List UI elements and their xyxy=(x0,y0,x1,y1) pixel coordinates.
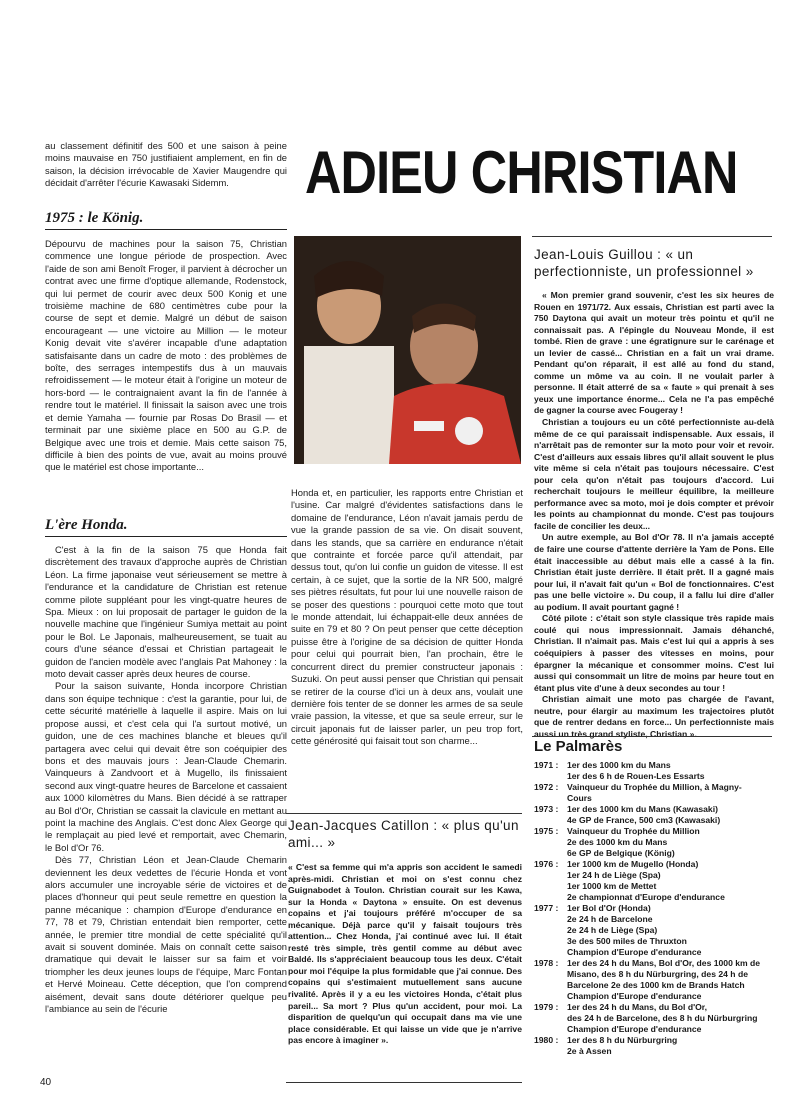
page-title: ADIEU CHRISTIAN xyxy=(305,140,738,206)
section-honda-text xyxy=(45,544,287,1015)
palmares-heading: Le Palmarès xyxy=(534,738,623,755)
divider xyxy=(286,813,522,814)
photo-christian-leon xyxy=(294,236,521,464)
divider xyxy=(532,736,772,737)
palmares-entry: 4e GP de France, 500 cm3 (Kawasaki) xyxy=(567,815,721,825)
honda-paragraph: Dès 77, Christian Léon et Jean-Claude Chemarin deviennent les deux vedettes de l'écurie Honda et vont alors accumuler une incroyable série de victoires et de places d'honneur qui peut seule remettre en question la panne mécanique : champion d'Europe d'endurance en 77, 78 et 79, Christian entendait bien remporter, cette année, le premier titre mondial de cette spécialité qu'il avait si souvent dominée. Mais on connaît cette saison dramatique qui devait le laisser sur sa faim et voir triompher les deux jeunes loups de l'équipe, Marc Fontan et Hervé Moineau. Cette déception, que l'on comprend aisément, devait sans doute détériorer quelque peu l'ambiance au sein de l'écurie xyxy=(45,854,287,1015)
divider xyxy=(532,236,772,237)
palmares-entry: Vainqueur du Trophée du Million xyxy=(567,826,700,836)
palmares-row xyxy=(534,859,779,903)
palmares-entry: 1er des 1000 km du Mans xyxy=(567,760,671,770)
photo-illustration xyxy=(294,236,521,464)
palmares-entry: Misano, des 8 h du Nürburgring, des 24 h de xyxy=(567,969,748,979)
palmares-entry: 3e des 500 miles de Thruxton xyxy=(567,936,687,946)
section-honda xyxy=(45,517,287,537)
palmares-year: 1979 : xyxy=(534,1002,559,1012)
guillou-text xyxy=(534,290,774,740)
honda-paragraph: Pour la saison suivante, Honda incorpore Christian dans son équipe technique : c'est la garantie, pour lui, de cette sécurité matérielle à laquelle il aspire. Mais on lui propose aussi, et c'est cela qui l'a surtout motivé, un guidon, une de ces machines blanche et bleues qu'il partagera avec celui qui devait être son coéquipier des bons et des mauvais jours : Jean-Claude Chemarin. Vainqueurs à Zandvoort et à Mugello, ils finissaient second aux vingt-quatre heures de Barcelone et cassaient aux 1000 kilomètres du Mans. Bien décidé à se rattraper au Bol d'Or, Christian se cassait la clavicule en mettant au point la machine des Anglais. C'est donc Alex George qui le remplaçait au pied levé et remportait, avec Chemarin, le Bol d'Or 76. xyxy=(45,680,287,853)
palmares-entry: 2e 24 h de Barcelone xyxy=(567,914,653,924)
section-heading-1975: 1975 : le König. xyxy=(45,210,287,230)
middle-column-text: Honda et, en particulier, les rapports entre Christian et l'usine. Car malgré d'évidentes satisfactions dans le domaine de l'endurance, Léon n'avait jamais perdu de vue la grande passion de sa vie. On disait souvent, dans les stands, que sa carrière en endurance n'était que contrainte et forcée parce qu'il attendait, par dessus tout, qu'on lui confie un guidon de vitesse. Il est certain, à ce sujet, que la sortie de la NR 500, malgré ses piètres résultats, fut pour lui une nouvelle raison de se poser des questions : pourquoi cette moto que tout le monde attendait, lui échappait-elle deux années de suite en 79 et 80 ? On peut penser que cette déception puisse être à l'origine de sa décision de quitter Honda pour celui qui pourrait bien, l'an prochain, être le concurrent direct du premier constructeur japonais : Suzuki. On peut aussi penser que Christian qui pensait se retirer de la course d'ici un à deux ans, voulait une dernière fois tenter de se donner les armes de sa seule vraie passion, la vitesse, et que sa seule erreur, sur le circuit japonais fut de laisser parler, un peu trop fort, cette générosité qui faisait tout son charme... xyxy=(291,487,523,747)
palmares-year: 1971 : xyxy=(534,760,559,770)
palmares-entry: Champion d'Europe d'endurance xyxy=(567,991,702,1001)
palmares-entry: 1er des 24 h du Mans, du Bol d'Or, xyxy=(567,1002,708,1012)
palmares-entry: Champion d'Europe d'endurance xyxy=(567,1024,702,1034)
guillou-heading: Jean-Louis Guillou : « un perfectionniste, un professionnel » xyxy=(534,247,754,279)
palmares-entry: 2e des 1000 km du Mans xyxy=(567,837,668,847)
palmares-year: 1975 : xyxy=(534,826,559,836)
palmares-row xyxy=(534,903,779,958)
palmares-year: 1972 : xyxy=(534,782,559,792)
guillou-paragraph: Christian aimait une moto pas chargée de l'avant, neutre, pour élargir au maximum les trajectoires plutôt que de rentrer dedans en force... Un perfectionniste mais aussi un très grand styliste, Christian ». xyxy=(534,694,774,739)
palmares-entry: 1er des 1000 km du Mans (Kawasaki) xyxy=(567,804,718,814)
palmares-year: 1973 : xyxy=(534,804,559,814)
palmares-year: 1977 : xyxy=(534,903,559,913)
section-1975-text: Dépourvu de machines pour la saison 75, Christian commence une longue période de prospection. Avec l'aide de son ami Benoît Froger, il parvient à décrocher un contrat avec une firme d'optique allemande, Rodenstock, qui lui permet de courir avec deux 500 Konig et une troisième machine de 680 centimètres cube pour la course de sept et demie. Malgré un début de saison encourageant — une victoire au Million — le moteur Konig devait vite s'avérer incapable d'une adaptation satisfaisante dans un cadre de moto : des problèmes de boîte, des serrages intempestifs dus à un mauvais refroidissement — le moteur était à l'origine un moteur de hors-bord — le contraignaient avant la fin de l'année à rendre tout le matériel. Il finissait la saison avec une trois et demie Yamaha — fournie par Rosas Do Brasil — et terminait par une sixième place en 500 au G.P. de Belgique avec une trois et demie. Mais cette saison 75, difficile à bien des points de vue, avait au moins prouvé que le matériel est chose importante... xyxy=(45,238,287,473)
palmares-row xyxy=(534,760,779,782)
section-heading-honda: L'ère Honda. xyxy=(45,517,287,537)
palmares-entry: 2e championnat d'Europe d'endurance xyxy=(567,892,725,902)
catillon-text: « C'est sa femme qui m'a appris son accident le samedi après-midi. Christian et moi on s'est connu chez Guignabodet à Toulon. Christian courait sur les Kawa, sur la Honda « Daytona » ensuite. On est devenus copains et j'ai toujours préféré m'occuper de sa mécanique. Déjà parce qu'il y faisait toujours très attention... Chez Honda, j'ai continué avec lui. Il était resté très simple, très gentil comme au début avec Baldé. Ils s'appréciaient beaucoup tous les deux. C'était pour moi l'équipe la plus formidable que j'ai connue. Des copains qui s'estimaient mutuellement sans aucune rivalité. Après il y a eu les victoires Honda, c'était plus pareil... Sa mort ? Plus qu'un accident, pour moi. La disparition de quelqu'un qui occupait dans ma vie une place considérable. Et qui laisse un vide que je n'arrive pas encore à imaginer ». xyxy=(288,862,522,1046)
palmares-entry: 1er Bol d'Or (Honda) xyxy=(567,903,651,913)
palmares-row xyxy=(534,804,779,826)
palmares-entry: 1er des 8 h du Nürburgring xyxy=(567,1035,678,1045)
palmares-entry: 1er des 24 h du Mans, Bol d'Or, des 1000 km de xyxy=(567,958,761,968)
palmares-entry: Cours xyxy=(567,793,592,803)
guillou-paragraph: Christian a toujours eu un côté perfectionniste au-delà même de ce qui paraissait indispensable. Aux essais, il n'arrêtait pas de remonter sur la moto pour voir et revoir. C'est d'ailleurs aux essais libres qu'il allait souvent le plus vite même si cela n'était pas toujours nécessaire. C'est pour cela qu'on n'était pas toujours d'accord. Lui recherchait toujours le meilleur équilibre, la meilleure performance avec sa moto, moi je dois compter et prévoir les points au championnat du monde. C'est pas toujours facile de concilier les deux... xyxy=(534,417,774,531)
guillou-paragraph: Un autre exemple, au Bol d'Or 78. Il n'a jamais accepté de faire une course d'attente derrière la Yam de Pons. Elle était inaccessible au début mais elle a cassé à la fin. Christian était juste derrière. Il était prêt. Il a gagné mais pour lui, il n'avait fait qu'un « Bol de fonctionnaires. C'est pas une belle victoire ». Du coup, il a fallu lui dire d'aller au podium. Il avait pourtant gagné ! xyxy=(534,532,774,612)
palmares-entry: 1er 24 h de Liège (Spa) xyxy=(567,870,661,880)
palmares-row xyxy=(534,1002,779,1035)
section-1975 xyxy=(45,210,287,230)
palmares-entry: Vainqueur du Trophée du Million, à Magny- xyxy=(567,782,742,792)
palmares-entry: 2e 24 h de Liège (Spa) xyxy=(567,925,658,935)
palmares-entry: 1er 1000 km de Mettet xyxy=(567,881,657,891)
divider xyxy=(286,1082,522,1083)
palmares-year: 1980 : xyxy=(534,1035,559,1045)
palmares-row xyxy=(534,782,779,804)
catillon-heading: Jean-Jacques Catillon : « plus qu'un ami... » xyxy=(288,818,519,850)
palmares-entry: 6e GP de Belgique (König) xyxy=(567,848,675,858)
palmares-entry: 2e à Assen xyxy=(567,1046,612,1056)
palmares-entry: 1er des 6 h de Rouen-Les Essarts xyxy=(567,771,705,781)
intro-paragraph: au classement définitif des 500 et une saison à peine moins mauvaise en 750 justifiaient amplement, en fin de saison, la décision irrévocable de Xavier Maugendre qui décidait d'arrêter l'écurie Kawasaki Sidemm. xyxy=(45,140,287,189)
palmares-entry: Barcelone 2e des 1000 km de Brands Hatch xyxy=(567,980,745,990)
palmares-row xyxy=(534,958,779,1002)
palmares-entry: Champion d'Europe d'endurance xyxy=(567,947,702,957)
guillou-paragraph: « Mon premier grand souvenir, c'est les six heures de Rouen en 1971/72. Aux essais, Christian est parti avec la 750 Daytona qui avait un moteur très pointu et qu'il ne connaissait pas. A l'épingle du Nouveau Monde, il est tombé. Rien de grave : une égratignure sur le carénage et un levier de cassé... Christian en a fait un vrai drame. Pendant qu'on réparait, il est allé au fond du stand, comme un môme va au coin. Il ne voulait parler à personne. Il était atterré de sa « faute » qui prenait à ses yeux une importance énorme... Cela ne l'a pas empêché de gagner la course avec Fougeray ! xyxy=(534,290,774,416)
page-number: 40 xyxy=(40,1077,52,1088)
honda-paragraph: C'est à la fin de la saison 75 que Honda fait discrètement des travaux d'approche auprès de Christian Léon. La firme japonaise veut sérieusement se mettre à l'endurance et la candidature de Christian est retenue comme pilote suppléant pour les vingt-quatre heures de Spa. Mieux : on lui proposait de partager le guidon de la nouvelle machine que l'ingénieur Sumiya mettait au point pour le Bol. Le Japonais, malheureusement, se tuait au cours d'une séance d'essai et Christian partageait le guidon de l'ancien modèle avec l'anglais Pat Mahoney : la moto devait casser après deux heures de course. xyxy=(45,544,287,680)
palmares-year: 1978 : xyxy=(534,958,559,968)
palmares-entry: 1er 1000 km de Mugello (Honda) xyxy=(567,859,699,869)
palmares-row xyxy=(534,826,779,859)
guillou-paragraph: Côté pilote : c'était son style classique très rapide mais coulé qui nous impressionnait. Jamais déhanché, Christian. Il n'aimait pas. Mais c'est lui qui a appris à ses coéquipiers à passer des vitesses en moins, pour épargner la mécanique et consommer moins. C'est lui aussi qui consommait un litre de moins par heure tout en étant plus vite d'une à deux secondes au tour ! xyxy=(534,613,774,693)
palmares-entry: des 24 h de Barcelone, des 8 h du Nürburgring xyxy=(567,1013,758,1023)
palmares-list xyxy=(534,760,779,1057)
palmares-row xyxy=(534,1035,779,1057)
palmares-year: 1976 : xyxy=(534,859,559,869)
